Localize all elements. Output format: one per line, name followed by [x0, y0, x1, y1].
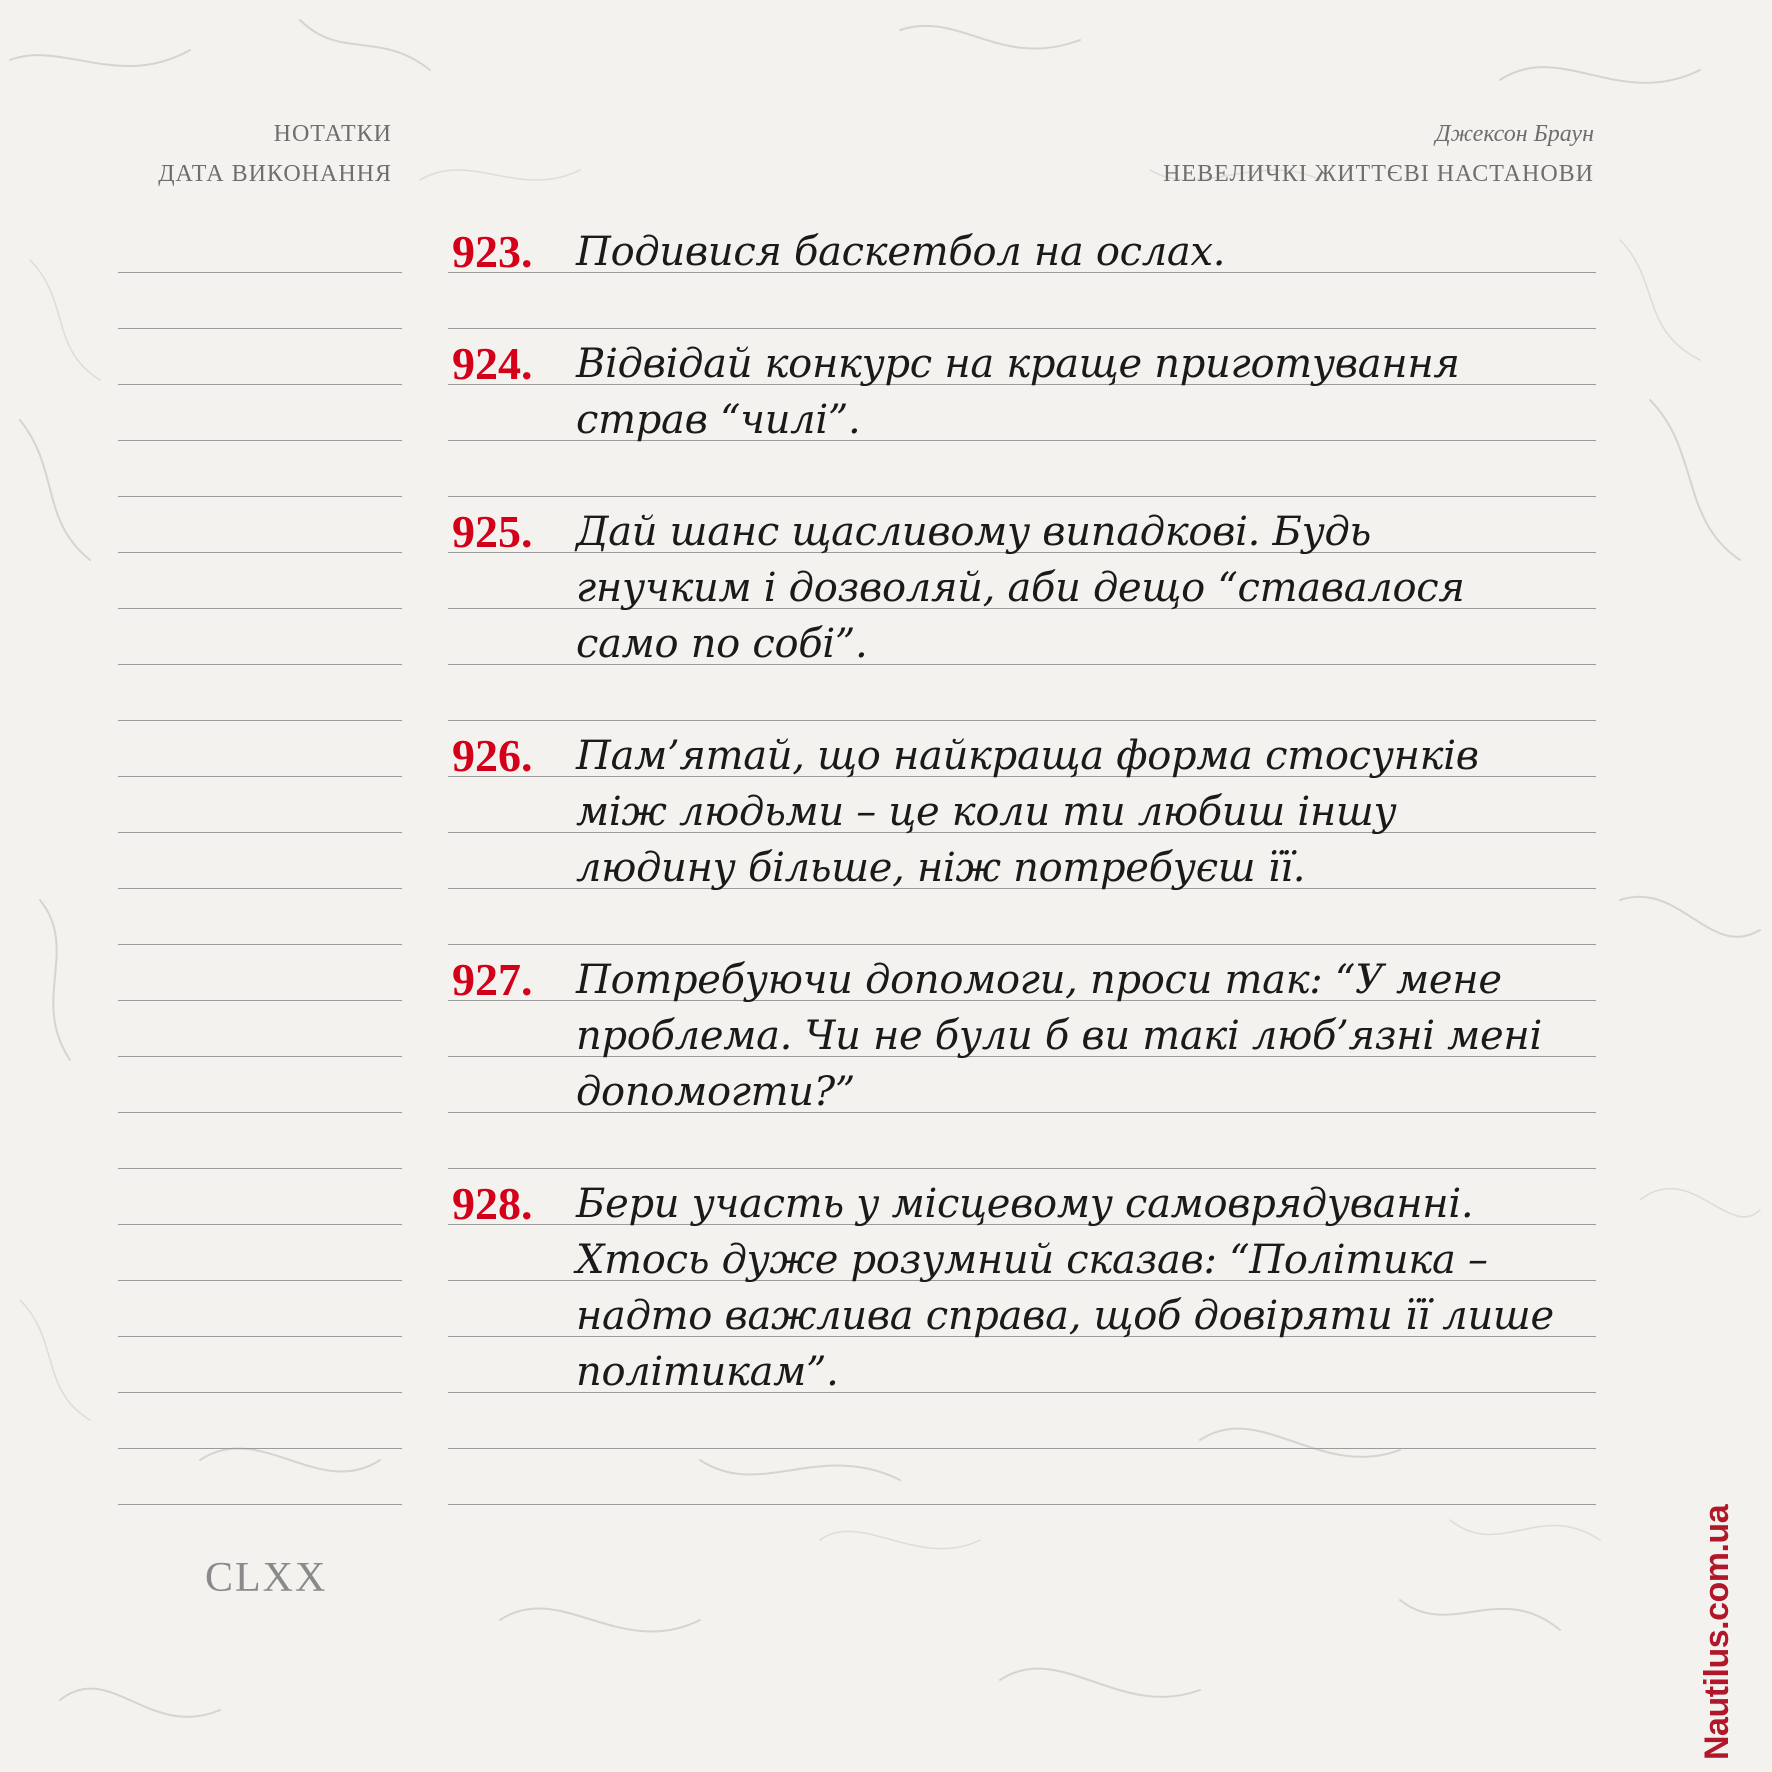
book-title: НЕВЕЛИЧКІ ЖИТТЄВІ НАСТАНОВИ — [1163, 161, 1594, 187]
notes-rule — [118, 776, 402, 777]
page-number: CLXX — [205, 1555, 328, 1601]
notes-rule — [118, 1280, 402, 1281]
entry-924 — [448, 336, 1596, 448]
notes-rule — [118, 496, 402, 497]
notes-rule — [118, 552, 402, 553]
main-rule — [448, 1448, 1596, 1449]
notes-rule — [118, 1056, 402, 1057]
notes-rule — [118, 720, 402, 721]
entry-927 — [448, 952, 1596, 1120]
entry-925 — [448, 504, 1596, 672]
entry-number: 925. — [452, 506, 533, 557]
entry-926 — [448, 728, 1596, 896]
notes-ruled-column — [118, 216, 402, 1516]
notes-rule — [118, 664, 402, 665]
entry-text: Дай шанс щасливому випадкові. Будь гнучким і дозволяй, аби дещо “ставалося само по собі”. — [576, 509, 1465, 667]
entry-928 — [448, 1176, 1596, 1400]
entry-number: 928. — [452, 1178, 533, 1229]
notes-rule — [118, 944, 402, 945]
entry-number: 926. — [452, 730, 533, 781]
notes-rule — [118, 1504, 402, 1505]
notes-rule — [118, 328, 402, 329]
notes-rule — [118, 608, 402, 609]
main-rule — [448, 1168, 1596, 1169]
notes-rule — [118, 1112, 402, 1113]
notes-rule — [118, 1392, 402, 1393]
main-rule — [448, 496, 1596, 497]
main-rule — [448, 328, 1596, 329]
main-rule — [448, 944, 1596, 945]
author-name: Джексон Браун — [1435, 121, 1594, 147]
entry-text: Бери участь у місцевому самоврядуванні. Хтось дуже розумний сказав: “Політика – надто важлива справа, щоб довіряти її лише політикам”. — [576, 1181, 1554, 1395]
notes-rule — [118, 1168, 402, 1169]
entry-number: 924. — [452, 338, 533, 389]
main-rule — [448, 1504, 1596, 1505]
notes-rule — [118, 384, 402, 385]
entry-text: Пам’ятай, що найкраща форма стосунків між людьми – це коли ти любиш іншу людину більше, ніж потребуєш її. — [576, 733, 1479, 891]
notes-rule — [118, 440, 402, 441]
notes-header — [120, 114, 392, 194]
entry-number: 923. — [452, 226, 533, 277]
notes-rule — [118, 1336, 402, 1337]
notes-rule — [118, 1000, 402, 1001]
completion-date-label: ДАТА ВИКОНАННЯ — [158, 161, 392, 187]
running-header — [894, 114, 1594, 194]
notes-rule — [118, 1224, 402, 1225]
entry-923 — [448, 224, 1596, 280]
notes-rule — [118, 832, 402, 833]
entry-text: Потребуючи допомоги, проси так: “У мене проблема. Чи не були б ви такі люб’язні мені допомогти?” — [576, 957, 1542, 1115]
notes-rule — [118, 272, 402, 273]
publisher-link[interactable]: Nautilus.com.ua — [1698, 1504, 1736, 1760]
main-rule — [448, 720, 1596, 721]
entry-text: Відвідай конкурс на краще приготування страв “чилі”. — [576, 341, 1460, 443]
notes-label: НОТАТКИ — [273, 121, 392, 147]
entry-number: 927. — [452, 954, 533, 1005]
notes-rule — [118, 888, 402, 889]
entry-text: Подивися баскетбол на ослах. — [576, 229, 1226, 275]
notes-rule — [118, 1448, 402, 1449]
